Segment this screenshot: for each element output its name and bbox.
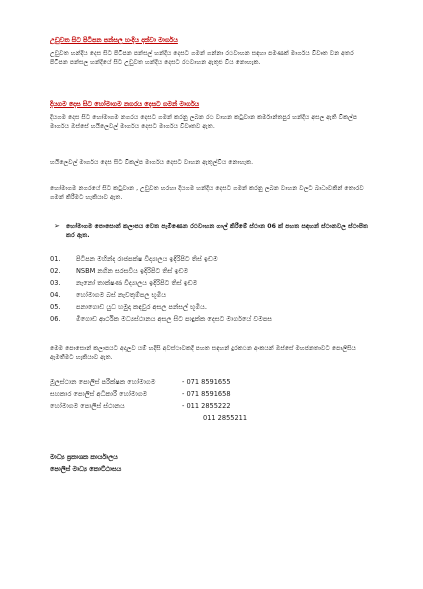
parking-list-item xyxy=(50,303,372,312)
contact-row xyxy=(50,401,231,411)
contact-label: මූලස්ථාන පොලිස් පරීක්ෂක හෝමාගම xyxy=(50,378,156,386)
parking-list-text: මීගොඩ ආර්ථික මධ්‍යස්ථානය අසල සිට පාදුක්ක දෙසට මාර්ගයේ වමපස xyxy=(76,315,273,323)
parking-list-item xyxy=(50,255,372,264)
contact-number: - 011 2855222 xyxy=(182,402,231,410)
parking-list-item xyxy=(50,291,372,300)
parking-list-item xyxy=(50,267,372,276)
paragraph-diyagama-1: දියගම දෙස සිට හෝමාගම නගරය දෙසට ගමන් කරනු ලබන රථ වාහන කටුවාන කර්මාන්තපුර හන්දිය අසල ඇති විකල්ප මාර්ගය ඔස්සේ හයිලෙවල් මාර්ගය දෙසට මාර්ගය විවෘතව ඇත. xyxy=(50,114,358,130)
contact-label: හෝමාගම පොලිස් ස්ථානය xyxy=(50,402,125,410)
section-heading-diyagama: දියගම දෙස සිට හෝමාගම නගරය දෙසට ගමන් මාර්ගය xyxy=(50,100,200,108)
closing-paragraph: මෙම පොසොන් කලාපයට අදාලව යම් හදිසි අවස්ථාවකදී පහත සඳහන් දුරකථන අංකයන් ඔස්සේ මහජනතාවට පොලිසිය ඇමතීමට හැකියාව ඇත. xyxy=(50,345,356,361)
arrow-bullet-icon: ➢ xyxy=(54,222,60,230)
parking-bullet-text: හෝමාගම පොසොන් කලාපය වෙත පැමිණෙන රථවාහන ගාල් කිරීමේ ස්ථාන 06 ක් පහත සඳහන් ස්ථානවල ස්ථාපිත කර ඇත. xyxy=(66,223,369,239)
contact-number: - 071 8591655 xyxy=(182,378,231,386)
parking-list-item xyxy=(50,315,372,324)
paragraph-diyagama-3: හෝමාගම නගරයේ සිට කටුවාන , උඩුවත හරහා දියගම හන්දිය දෙසට ගමන් කරනු ලබන වාහන වලට බාධාවකින් තොරව ගමන් කිරීමට හැකියාව ඇත. xyxy=(50,185,364,201)
signature-office: මාධ්‍ය ප්‍රකාශක කාර්යාලය xyxy=(50,453,118,461)
parking-bullet xyxy=(54,222,372,240)
contact-row xyxy=(50,377,231,387)
parking-list-item xyxy=(50,279,372,288)
paragraph-diyagama-2: හයිලෙවල් මාර්ගය දෙස සිට විකල්ප මාර්ගය දෙසට වාහන ඇතුල්විය නොහැක. xyxy=(50,159,254,166)
parking-list-number: 02. xyxy=(50,267,61,275)
parking-list-number: 05. xyxy=(50,303,61,311)
contact-row xyxy=(50,389,231,399)
parking-list-text: නැනෝ තාක්ෂණ විද්‍යාලය ඉදිරිපිට තිස් ඉඩම xyxy=(76,279,198,287)
parking-list-number: 04. xyxy=(50,291,61,299)
contact-number: - 071 8591658 xyxy=(182,390,231,398)
paragraph-uduwatha: උඩුවත හන්දිය දෙස සිට පිටිපන පන්සල් හන්දිය දෙසට ගමන් ගන්නා රථවාහන සඳහා පමණක් මාර්ගය විවෘත වන අතර පිටිපන පන්සල හන්දියේ සිට උඩුවත හන්දිය දෙසට රථවාහන ඇතුළු විය නොහැක. xyxy=(50,50,354,66)
parking-list-number: 03. xyxy=(50,279,61,287)
contact-label: සහකාර පොලිස් අධිකාරී හෝමාගම xyxy=(50,390,148,398)
parking-list-text: පනාගොඩ යුධ හමුදා කඳවුර අසල පන්සල් භූමිය. xyxy=(76,303,207,311)
section-heading-uduwatha: උඩුවත සිට පිටිපන පන්සල හංදිය දක්වා මාර්ගය xyxy=(50,36,178,44)
signature-division: පොලිස් මාධ්‍ය කොට්ඨාසය xyxy=(50,465,122,473)
contact-extra-number: 011 2855211 xyxy=(203,414,248,422)
parking-list-text: හෝමාගම බස් නැවතුම්පල භූමිය xyxy=(76,291,167,299)
parking-list-text: NSBM නගින සරසවිය ඉදිරිපිට තිස් ඉඩම xyxy=(76,267,189,275)
parking-list-number: 06. xyxy=(50,315,61,323)
parking-list-text: පිටිපන මහින්ද රාජපක්ෂ විද්‍යාලය ඉදිරිපිට තිස් ඉඩම xyxy=(76,255,218,263)
parking-list-number: 01. xyxy=(50,255,61,263)
